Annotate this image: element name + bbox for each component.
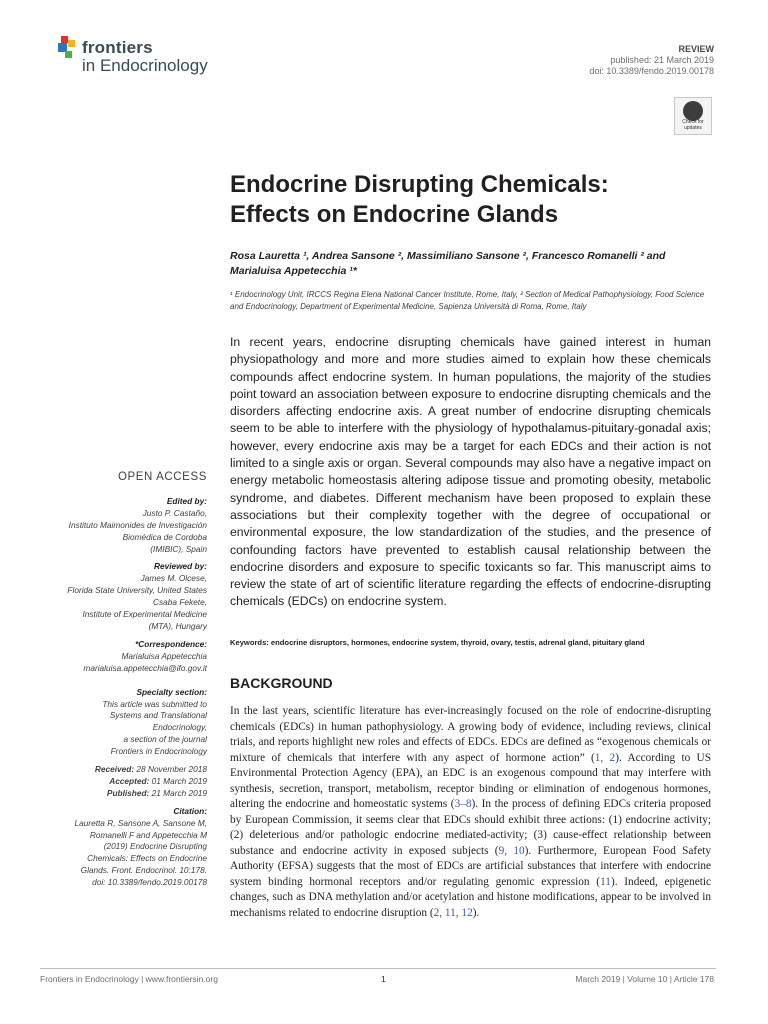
citation-label: Citation:: [173, 805, 207, 816]
citation-link[interactable]: 9, 10: [498, 844, 525, 857]
author-list: [230, 249, 710, 279]
affiliations: ¹ Endocrinology Unit, IRCCS Regina Elena National Cancer Institute, Rome, Italy, ² Section of Medical Pathophysiology, Food Science and Endocrinology, Department of Experimental Medicine, Sapienza Università di Roma, Rome, Italy: [230, 290, 705, 311]
reviewer-line: Csaba Fekete,: [153, 597, 207, 608]
reviewed-by-label: Reviewed by:: [153, 561, 207, 572]
article-sidebar: [40, 472, 207, 895]
citation-line: Romanelli F and Appetecchia M: [89, 829, 207, 840]
reviewer-line: Florida State University, United States: [67, 585, 207, 596]
received-label: Received:: [94, 764, 135, 775]
citation-line: (2019) Endocrine Disrupting: [103, 841, 207, 852]
edited-by-block: [40, 496, 207, 556]
journal-logo: [56, 32, 256, 82]
correspondence-email[interactable]: marialuisa.appetecchia@ifo.gov.it: [83, 662, 207, 673]
edited-by-label: Edited by:: [166, 495, 207, 506]
paragraph-text: ). In the process of defining EDCs criteria proposed by European Commission, it seems clear that EDCs should exhibit three actions: (1) endocrine activity; (2) deleterious and/or pathologic endocrine mediated-activity; (3) cause-effect relationship between substance and endocrine activity in exposed subjects (: [230, 798, 711, 857]
published-row: [40, 788, 207, 800]
logo-journal-name: in Endocrinology: [82, 56, 208, 75]
editor-line: Justo P. Castaño,: [142, 507, 207, 518]
paragraph-text: In the last years, scientific literature has ever-increasingly focused on the role of endocrine-disrupting chemicals (EDCs) in human pathophysiology. A growing body of evidence, including reviews, clinical trials, and reports highlight new roles and effects of EDCs. EDCs are defined as “exogenous chemicals or mixture of chemicals that interfere with any aspect of hormone action” (: [230, 705, 711, 764]
reviewer-line: (MTA), Hungary: [148, 620, 207, 631]
logo-brand: frontiers: [82, 38, 153, 57]
paragraph-text: ). Furthermore, European Food Safety Authority (EFSA) suggests that the most of EDCs are artificial substances that interfere with endocrine system binding hormonal receptors and/or regulating genomic expression (: [230, 844, 711, 888]
background-paragraph: [230, 704, 711, 921]
article-type: REVIEW: [678, 44, 714, 54]
received-row: [40, 764, 207, 776]
published-label: Published:: [106, 787, 150, 798]
specialty-line: a section of the journal: [123, 734, 207, 745]
check-updates-label: Check for updates: [682, 119, 704, 131]
editor-line: (IMIBIC), Spain: [150, 543, 207, 554]
published-date: published: 21 March 2019: [610, 55, 714, 65]
citation-doi[interactable]: doi: 10.3389/fendo.2019.00178: [92, 877, 207, 888]
citation-link[interactable]: 1, 2: [594, 751, 616, 764]
specialty-section-block: [40, 687, 207, 758]
specialty-line: This article was submitted to: [102, 698, 207, 709]
frontiers-logo-icon: [56, 34, 82, 60]
keywords: Keywords: endocrine disruptors, hormones, endocrine system, thyroid, ovary, testis, adrenal gland, pituitary gland: [230, 638, 645, 647]
specialty-line: Endocrinology,: [152, 722, 207, 733]
title-line-1: Endocrine Disrupting Chemicals:: [230, 171, 609, 198]
accepted-row: [40, 776, 207, 788]
editor-line: Biomédica de Cordoba: [122, 531, 207, 542]
citation-link[interactable]: 11: [600, 875, 611, 888]
authors-line-2: Marialuisa Appetecchia ¹*: [230, 265, 357, 277]
citation-line: Glands. Front. Endocrinol. 10:178.: [80, 865, 207, 876]
citation-link[interactable]: 3–8: [454, 798, 472, 810]
reviewed-by-block: [40, 561, 207, 632]
title-line-2: Effects on Endocrine Glands: [230, 201, 559, 228]
article-meta: [589, 44, 714, 77]
dates-block: [40, 764, 207, 800]
editor-line: Instituto Maimonides de Investigación: [68, 519, 207, 530]
received-date: 28 November 2018: [136, 764, 207, 775]
article-doi[interactable]: doi: 10.3389/fendo.2019.00178: [589, 66, 714, 76]
correspondence-name: Marialuisa Appetecchia: [121, 650, 207, 661]
specialty-line: Frontiers in Endocrinology: [110, 746, 207, 757]
article-title: [230, 170, 730, 230]
paragraph-text: ). Indeed, epigenetic changes, such as DNA methylation and/or acetylation and histone modifications, appear to be involved in mechanisms related to endocrine disruption (: [230, 875, 711, 919]
footer-journal-link[interactable]: Frontiers in Endocrinology | www.frontiersin.org: [40, 974, 218, 984]
paragraph-text: ).: [472, 906, 480, 919]
reviewer-line: Institute of Experimental Medicine: [82, 609, 207, 620]
specialty-section-label: Specialty section:: [136, 686, 207, 697]
citation-line: Chemicals: Effects on Endocrine: [87, 853, 207, 864]
correspondence-block: [40, 639, 207, 675]
open-access-label: OPEN ACCESS: [117, 471, 207, 483]
correspondence-label: *Correspondence:: [135, 638, 207, 649]
paragraph-text: ). According to US Environmental Protection Agency (EPA), an EDC is an exogenous compound that may interfere with synthesis, secretion, transport, metabolism, receptor binding or elimination of endogenous hormones, altering the endocrine and homeostatic systems (: [230, 751, 711, 810]
accepted-date: 01 March 2019: [151, 775, 207, 786]
reviewer-line: James M. Olcese,: [140, 573, 207, 584]
specialty-line: Systems and Translational: [109, 710, 207, 721]
section-heading: BACKGROUND: [230, 675, 333, 691]
published-date-sidebar: 21 March 2019: [151, 787, 207, 798]
check-updates-icon: [683, 101, 703, 121]
page-number: 1: [381, 974, 386, 984]
footer-volume-info: March 2019 | Volume 10 | Article 178: [575, 974, 714, 984]
abstract: In recent years, endocrine disrupting chemicals have gained interest in human physiopathology and more and more studies aimed to explain how these chemicals compounds affect endocrine system. In human populations, the majority of the studies point toward an association between exposure to endocrine disrupting chemicals and the disorders affecting endocrine axis. A great number of endocrine disrupting chemicals seem to be able to interfere with the physiology of hypothalamus-pituitary-gonadal axis; however, every endocrine axis may be a target for each EDCs and their action is not limited to a single axis or organ. Several compounds may also have a negative impact on energy metabolic homeostasis altering adipose tissue and promoting obesity, metabolic syndrome, and diabetes. Different mechanism have been proposed to explain these associations but their complexity together with the degree of occupational or environmental exposure, the low standardization of the studies, and the presence of confounding factors have prevented to establish causal relationship between the endocrine disorders and exposure to specific toxicants so far. This manuscript aims to review the state of art of scientific literature regarding the effects of endocrine-disrupting chemicals (EDCs) on endocrine system.: [230, 335, 711, 609]
citation-line: Lauretta R, Sansone A, Sansone M,: [74, 817, 207, 828]
accepted-label: Accepted:: [109, 775, 150, 786]
check-for-updates-badge[interactable]: [674, 97, 712, 135]
citation-block: [40, 806, 207, 889]
authors-line-1: Rosa Lauretta ¹, Andrea Sansone ², Massimiliano Sansone ², Francesco Romanelli ² and: [230, 250, 666, 262]
footer-divider: [40, 968, 716, 969]
citation-link[interactable]: 2, 11, 12: [433, 906, 473, 919]
